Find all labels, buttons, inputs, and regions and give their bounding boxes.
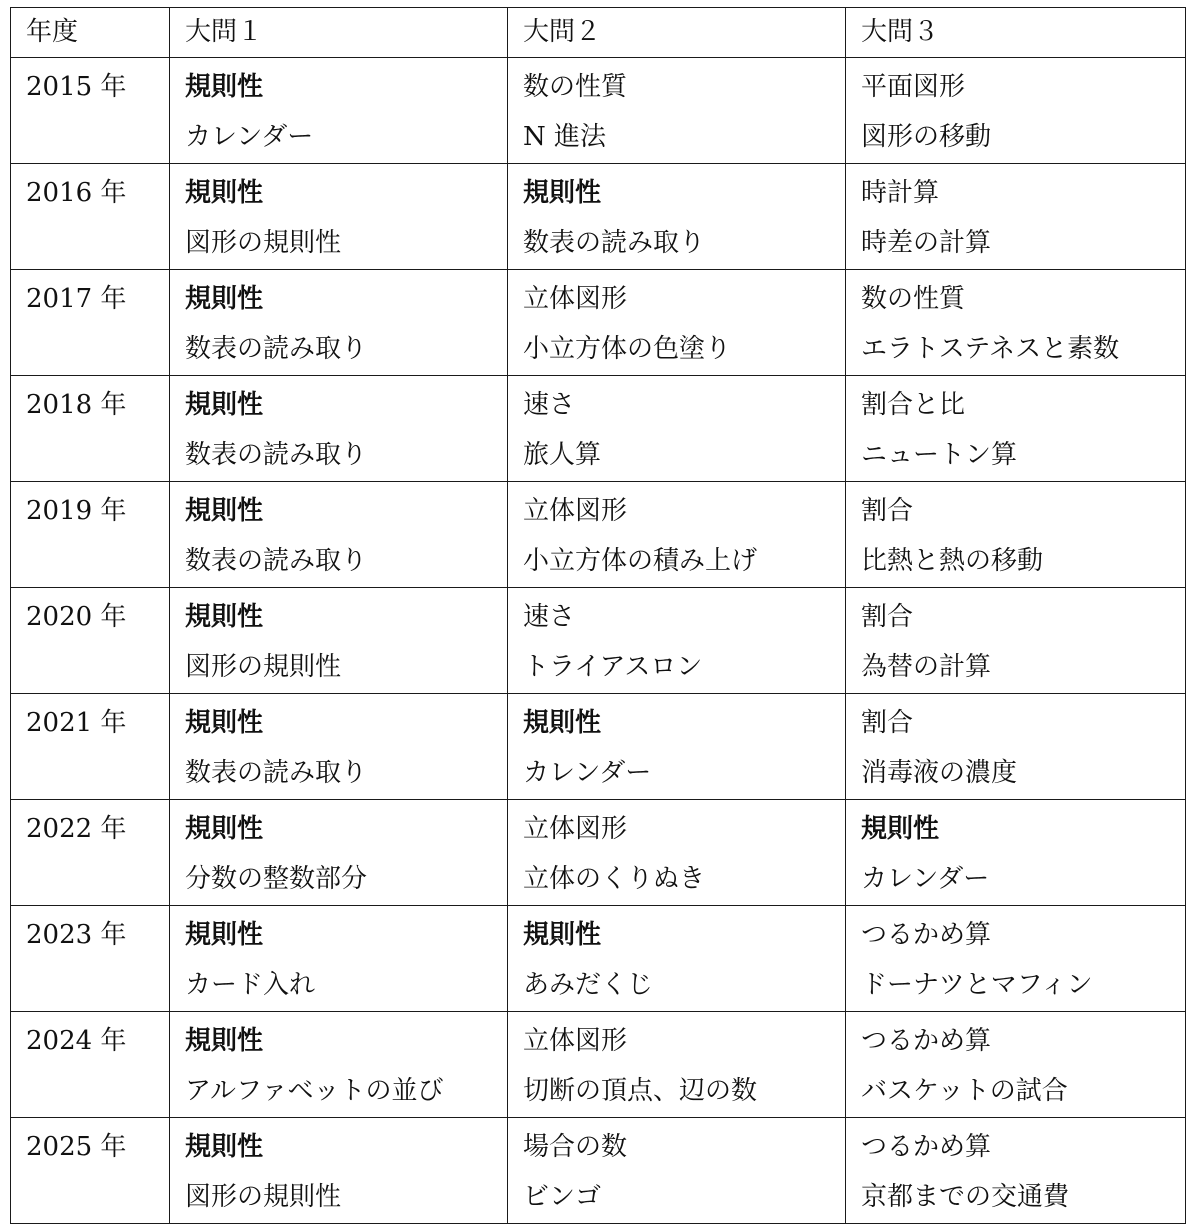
q2-cell: [508, 376, 846, 482]
detail-text: あみだくじ: [523, 970, 654, 1000]
topic-text: 規則性: [185, 814, 264, 844]
year-cell: 2020 年: [11, 588, 170, 694]
detail-text: 図形の規則性: [185, 1182, 342, 1212]
topic-text: 規則性: [185, 72, 264, 102]
q1-cell: [170, 694, 508, 800]
topic-text: つるかめ算: [861, 1026, 992, 1056]
table-row: [11, 694, 1186, 800]
year-cell: 2022 年: [11, 800, 170, 906]
detail-text: 為替の計算: [861, 652, 992, 682]
q3-cell: [846, 694, 1186, 800]
detail-text: 分数の整数部分: [185, 864, 368, 894]
q2-cell: [508, 270, 846, 376]
table-row: [11, 1118, 1186, 1224]
detail-text: 切断の頂点、辺の数: [523, 1076, 758, 1106]
q2-cell: [508, 1012, 846, 1118]
q2-cell: [508, 58, 846, 164]
q3-cell: [846, 270, 1186, 376]
detail-text: 消毒液の濃度: [861, 758, 1018, 788]
table-row: [11, 376, 1186, 482]
q1-cell: [170, 482, 508, 588]
header-q3: 大問３: [846, 8, 1186, 58]
topic-text: 時計算: [861, 178, 940, 208]
q3-cell: [846, 1012, 1186, 1118]
q1-cell: [170, 58, 508, 164]
detail-text: 立体のくりぬき: [523, 864, 706, 894]
topic-text: 規則性: [523, 920, 602, 950]
detail-text: ビンゴ: [523, 1182, 602, 1212]
q3-cell: [846, 906, 1186, 1012]
topic-text: 立体図形: [523, 814, 628, 844]
year-cell: 2025 年: [11, 1118, 170, 1224]
topic-text: 割合: [861, 708, 914, 738]
topic-text: 立体図形: [523, 284, 628, 314]
topic-text: 速さ: [523, 390, 576, 420]
year-cell: 2017 年: [11, 270, 170, 376]
detail-text: カレンダー: [523, 758, 652, 788]
detail-text: 旅人算: [523, 440, 602, 470]
detail-text: 小立方体の色塗り: [523, 334, 732, 364]
detail-text: 京都までの交通費: [861, 1182, 1070, 1212]
topic-text: 平面図形: [861, 72, 966, 102]
topic-text: 規則性: [185, 284, 264, 314]
year-cell: 2021 年: [11, 694, 170, 800]
topic-text: 場合の数: [523, 1132, 628, 1162]
q2-cell: [508, 800, 846, 906]
table-row: [11, 1012, 1186, 1118]
detail-text: N 進法: [523, 122, 607, 152]
topic-text: 規則性: [185, 496, 264, 526]
topic-text: 速さ: [523, 602, 576, 632]
q2-cell: [508, 1118, 846, 1224]
detail-text: カレンダー: [185, 122, 314, 152]
table-row: [11, 270, 1186, 376]
detail-text: 比熱と熱の移動: [861, 546, 1044, 576]
year-cell: 2018 年: [11, 376, 170, 482]
q3-cell: [846, 800, 1186, 906]
detail-text: 数表の読み取り: [185, 440, 368, 470]
q3-cell: [846, 376, 1186, 482]
topic-text: 規則性: [185, 920, 264, 950]
q3-cell: [846, 58, 1186, 164]
detail-text: カレンダー: [861, 864, 990, 894]
topic-text: つるかめ算: [861, 1132, 992, 1162]
header-q1: 大問１: [170, 8, 508, 58]
table-body: [11, 58, 1186, 1224]
detail-text: 小立方体の積み上げ: [523, 546, 758, 576]
detail-text: 図形の規則性: [185, 652, 342, 682]
q3-cell: [846, 164, 1186, 270]
header-year: 年度: [11, 8, 170, 58]
q3-cell: [846, 588, 1186, 694]
detail-text: エラトステネスと素数: [861, 334, 1120, 364]
topic-text: つるかめ算: [861, 920, 992, 950]
detail-text: 数表の読み取り: [185, 758, 368, 788]
topic-text: 割合: [861, 496, 914, 526]
topic-text: 規則性: [185, 1132, 264, 1162]
topic-text: 割合と比: [861, 390, 966, 420]
header-row: [11, 8, 1186, 58]
q2-cell: [508, 906, 846, 1012]
topic-text: 規則性: [523, 708, 602, 738]
q3-cell: [846, 482, 1186, 588]
year-cell: 2019 年: [11, 482, 170, 588]
detail-text: ドーナツとマフィン: [861, 970, 1093, 1000]
q1-cell: [170, 164, 508, 270]
detail-text: バスケットの試合: [861, 1076, 1068, 1106]
detail-text: アルファベットの並び: [185, 1076, 444, 1106]
topic-text: 規則性: [185, 178, 264, 208]
year-cell: 2023 年: [11, 906, 170, 1012]
topic-text: 規則性: [523, 178, 602, 208]
topic-text: 割合: [861, 602, 914, 632]
q1-cell: [170, 270, 508, 376]
q2-cell: [508, 482, 846, 588]
detail-text: 数表の読み取り: [185, 546, 368, 576]
year-cell: 2024 年: [11, 1012, 170, 1118]
q1-cell: [170, 376, 508, 482]
year-cell: 2015 年: [11, 58, 170, 164]
table-row: [11, 58, 1186, 164]
topic-text: 規則性: [185, 708, 264, 738]
q1-cell: [170, 1012, 508, 1118]
header-q2: 大問２: [508, 8, 846, 58]
detail-text: 図形の移動: [861, 122, 992, 152]
q1-cell: [170, 800, 508, 906]
topic-text: 規則性: [185, 602, 264, 632]
topic-text: 規則性: [185, 390, 264, 420]
topic-text: 立体図形: [523, 496, 628, 526]
table-row: [11, 482, 1186, 588]
detail-text: トライアスロン: [523, 652, 703, 682]
table-row: [11, 800, 1186, 906]
q2-cell: [508, 588, 846, 694]
topic-text: 数の性質: [523, 72, 628, 102]
detail-text: 数表の読み取り: [185, 334, 368, 364]
q1-cell: [170, 1118, 508, 1224]
topic-text: 立体図形: [523, 1026, 628, 1056]
q2-cell: [508, 694, 846, 800]
year-cell: 2016 年: [11, 164, 170, 270]
table-row: [11, 906, 1186, 1012]
detail-text: カード入れ: [185, 970, 316, 1000]
q3-cell: [846, 1118, 1186, 1224]
detail-text: 時差の計算: [861, 228, 992, 258]
q1-cell: [170, 906, 508, 1012]
topic-text: 規則性: [185, 1026, 264, 1056]
table-row: [11, 164, 1186, 270]
topic-text: 数の性質: [861, 284, 966, 314]
detail-text: ニュートン算: [861, 440, 1018, 470]
detail-text: 数表の読み取り: [523, 228, 706, 258]
exam-topics-table: [10, 7, 1186, 1224]
topic-text: 規則性: [861, 814, 940, 844]
table-row: [11, 588, 1186, 694]
detail-text: 図形の規則性: [185, 228, 342, 258]
q1-cell: [170, 588, 508, 694]
q2-cell: [508, 164, 846, 270]
